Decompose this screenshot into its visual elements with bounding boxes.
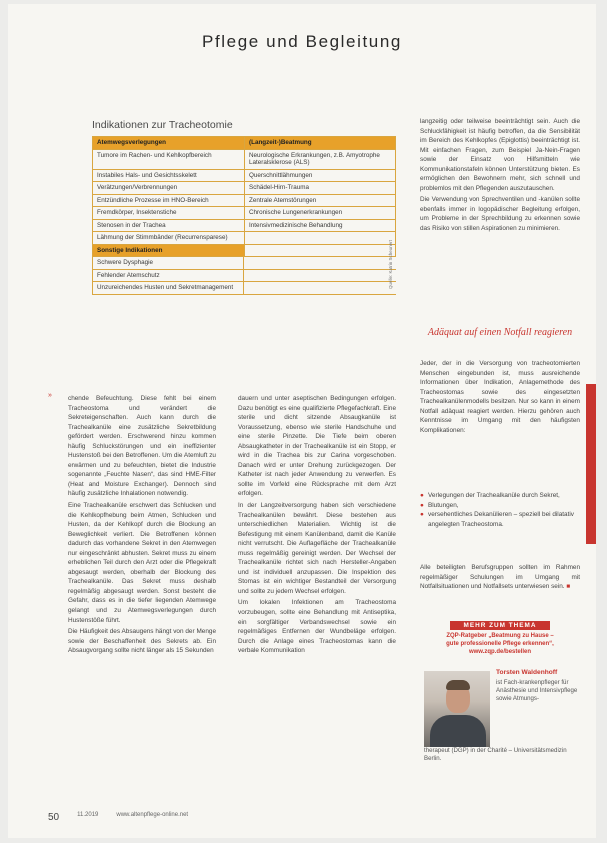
table-row (92, 219, 396, 232)
table-cell: Schädel-Hirn-Trauma (244, 182, 396, 194)
table-cell: Intensivmedizinische Behandlung (244, 220, 396, 232)
paragraph: chende Befeuchtung. Diese fehlt bei einem Tracheostoma und verändert die Sekreteigenschaften. Auch kann durch die Trachealkanüle eine zusätzliche Sekretbildung gefördert werden. Erschwerend hinzu kommen häufig Schluckstörungen und ein ineffizienter Hustenstoß bei den Betroffenen. Um die Atemluft zu erwärmen und zu befeuchten, bietet die Industrie sogenannte „Feuchte Nasen“, das sind HME-Filter (Heat and Moisture Exchanger). Dennoch sind häufig zusätzliche Inhalationen notwendig. (68, 395, 216, 498)
indications-table (92, 136, 396, 295)
paragraph: Jeder, der in die Versorgung von tracheotomierten Menschen eingebunden ist, muss ausreichende Informationen über Indikation, Anlagemethode des Tracheostomas sowie des eingesetzten Trachealkanülenmodells besitzen. Nur so kann in einem Notfall adäquat reagiert werden. Hierzu gehören auch Kenntnisse im Umgang mit den häufigsten Komplikationen: (420, 360, 580, 434)
issue-date: 11.2019 (77, 812, 99, 818)
list-item: ● Verlegungen der Trachealkanüle durch Sekret, (420, 492, 560, 499)
more-on-topic-line: gute professionelle Pflege erkennen“, (446, 641, 554, 647)
table-cell: Entzündliche Prozesse im HNO-Bereich (92, 195, 244, 207)
paragraph: Um lokalen Infektionen am Tracheostoma vorzubeugen, sollte eine Behandlung mit Antiseptika, ein sorgfältiger Verbandswechsel sowie ein regelmäßiges Entfernen der Wundbeläge erfolgen. Durch die Anlage eines Tracheostomas kann die verbale Kommunikation (238, 599, 396, 655)
page-edge-accent (586, 384, 596, 544)
table-row (92, 206, 396, 219)
bullet-icon: ● (420, 511, 424, 518)
table-header-cell: Atemwegsverlegungen (92, 137, 244, 149)
table-cell: Chronische Lungenerkrankungen (244, 207, 396, 219)
author-bio: ist Fach-krankenpfleger für Anästhesie und Intensivpflege sowie Atmungs- (496, 679, 578, 703)
table-cell: Fremdkörper, Insektenstiche (92, 207, 244, 219)
magazine-page (8, 4, 596, 838)
table-cell: Instabiles Hals- und Gesichtsskelett (92, 170, 244, 182)
bullet-icon: ● (420, 501, 424, 509)
table-cell: Stenosen in der Trachea (92, 220, 244, 232)
author-photo (424, 671, 490, 747)
continuation-marker-icon: » (48, 392, 52, 399)
list-item: ● versehentliches Dekanülieren – speziell bei dilatativ angelegten Tracheostoma. (420, 511, 575, 528)
table-empty-cell (244, 245, 396, 257)
table-cell: Neurologische Erkrankungen, z.B. Amyotrophe Lateralsklerose (ALS) (244, 150, 396, 169)
table-cell: Querschnittlähmungen (244, 170, 396, 182)
paragraph: Eine Trachealkanüle erschwert das Schlucken und die Kehlkopfhebung beim Atmen, Schlucken und Husten, da der Kehlkopf durch die Blockung an Beweglichkeit verliert. Die Betroffenen können dadurch das vorhandene Sekret in den Atemwegen nur eingeschränkt abhusten. Sekret muss zu einem erheblichen Teil durch den Arzt oder die Pflegekraft abgesaugt werden, oberhalb der Blockung des Trachealkanüle. Das Sekret muss deshalb regelmäßig abgesaugt werden. Sonst besteht die Gefahr, dass es in die tiefer liegenden Atemwege gelangt und zu Atemwegsverlegungen durch Hustenstöße führt. (68, 502, 216, 624)
closing-paragraph: Alle beteiligten Berufsgruppen sollten im Rahmen regelmäßiger Schulungen im Umgang mit Notfallsituationen und Notfallsets unterwiesen sein. ■ (420, 564, 580, 591)
more-on-topic-link[interactable]: www.zqp.de/bestellen (468, 649, 532, 655)
table-cell: Schwere Dysphagie (92, 257, 244, 269)
table-section-header-row (92, 244, 396, 257)
table-cell: Fehlender Atemschutz (92, 270, 244, 282)
table-credit: Quelle: Katrin Scheunert (388, 239, 393, 289)
bullet-icon: ● (420, 492, 424, 499)
table-cell: Verätzungen/Verbrennungen (92, 182, 244, 194)
list-item: ● Blutungen, (420, 501, 459, 509)
more-on-topic-box (420, 621, 580, 656)
table-row (92, 169, 396, 182)
table-cell (244, 232, 396, 244)
table-section-header: Sonstige Indikationen (92, 245, 244, 257)
website-link[interactable]: www.altenpflege-online.net (116, 812, 189, 818)
table-header-cell: (Langzeit-)Beatmung (244, 137, 396, 149)
text-column-2 (238, 394, 396, 658)
text-column-1 (68, 394, 216, 658)
more-on-topic-line: ZQP-Ratgeber „Beatmung zu Hause – (446, 633, 554, 639)
paragraph: langzeitig oder teilweise beeinträchtigt sein. Auch die Schluckfähigkeit ist häufig betroffen, da die Sensibilität im Bereich des Kehlkopfes (Epiglottis) beeinträchtigt ist. Mit einfachen Fragen, zum Beispiel Ja-Nein-Fragen sowie der Einsatz von Hilfsmitteln wie Kommunikationstafeln können Unterstützung bieten. Es ermöglichen den Bewohnern mehr, sich schnell und problemlos mit den Pflegenden auszutauschen. (420, 118, 580, 192)
page-number: 50 (48, 812, 60, 823)
page-footer (48, 812, 188, 823)
table-title: Indikationen zur Tracheotomie (92, 119, 233, 131)
table-cell: Unzureichendes Husten und Sekretmanagement (92, 282, 244, 294)
paragraph: Die Verwendung von Sprechventilen und -kanülen sollte ebenfalls immer in logopädischer Begleitung erfolgen, um Probleme in der Sprechbildung zu erkennen sowie das Risiko von stillen Aspirationen zu minimieren. (420, 196, 580, 233)
author-box (420, 667, 580, 763)
author-bio-continued: therapeut (DGP) in der Charité – Universitätsmedizin Berlin. (424, 747, 567, 763)
table-row (92, 181, 396, 194)
text-column-3-top (420, 117, 580, 236)
table-header-row (92, 136, 396, 149)
paragraph: dauern und unter aseptischen Bedingungen erfolgen. Dazu benötigt es eine qualifizierte Pflegefachkraft. Eine sterile und dicht sitzende Absaugkanüle ist Voraussetzung, ebenso wie sterile Handschuhe und eine sterile Pinzette. Die Tiefe beim oberen Absaugkatheter in der Trachealkanüle ist ein Stopp, er wird in die Trachea bis zur Carina vorgeschoben. Danach wird er unter Drehung zurückgezogen. Der Katheter ist nach jeder Anwendung zu verwerfen. Es sollte im Vorfeld eine Rücksprache mit dem Arzt erfolgen. (238, 395, 396, 498)
complication-list (420, 491, 580, 529)
table-row (92, 231, 396, 244)
table-row (92, 269, 396, 282)
end-mark-icon: ■ (566, 583, 571, 591)
table-cell: Lähmung der Stimmbänder (Recurrensparese) (92, 232, 244, 244)
page-title: Pflege und Begleitung (202, 32, 402, 51)
more-on-topic-header: MEHR ZUM THEMA (450, 621, 550, 630)
table-row (92, 281, 396, 295)
table-row (92, 149, 396, 169)
text-column-3 (420, 359, 580, 437)
paragraph: In der Langzeitversorgung haben sich verschiedene Trachealkanülen bewährt. Diese bestehen aus unterschiedlichen Materialien. Wichtig ist die Befestigung mit einem Kanülenband, damit die Kanüle nicht verrutscht. Die Auflagefläche der Trachealkanüle muss regelmäßig gereinigt werden. Der Wechsel der Trachealkanüle richtet sich nach Hersteller-Angaben und ist individuell anzupassen. Die Inspektion des Stomas ist ein wichtiger Bestandteil der Versorgung und sollte zu jedem Wechsel erfolgen. (238, 502, 396, 595)
author-name: Torsten Waldenhoff (496, 669, 558, 676)
pull-quote-heading: Adäquat auf einen Notfall reagieren (427, 327, 573, 338)
table-row (92, 194, 396, 207)
table-cell: Zentrale Atemstörungen (244, 195, 396, 207)
table-cell: Tumore im Rachen- und Kehlkopfbereich (92, 150, 244, 169)
paragraph: Die Häufigkeit des Absaugens hängt von der Menge sowie der Beschaffenheit des Sekrets ab. Ein Absaugvorgang sollte nicht länger als 15 Sekunden (68, 628, 216, 655)
table-row (92, 256, 396, 269)
